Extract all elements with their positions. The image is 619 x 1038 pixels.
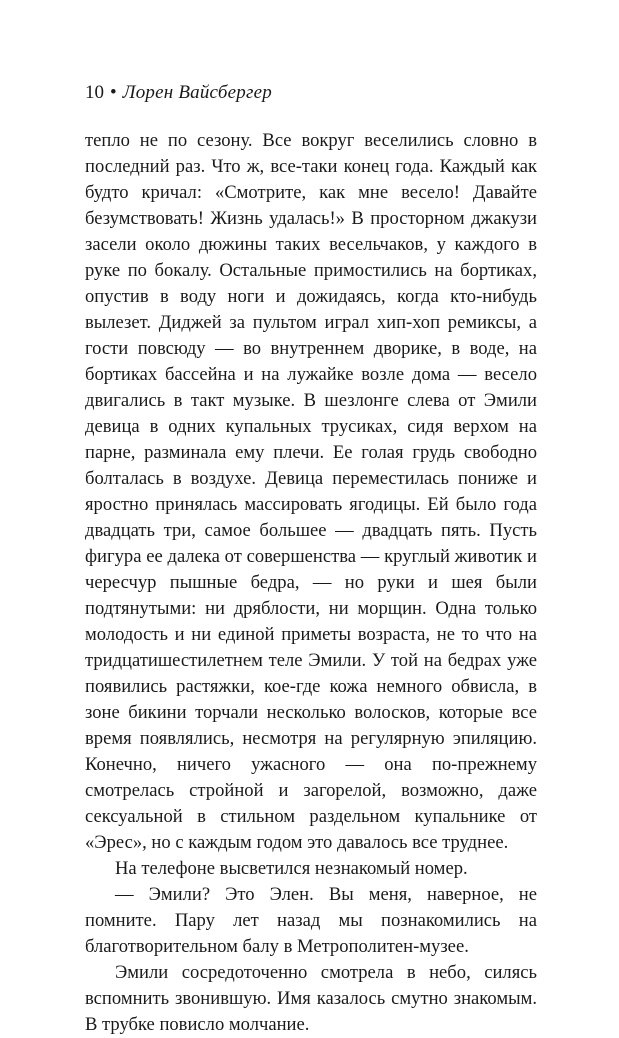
paragraph-1: тепло не по сезону. Все вокруг веселились словно в последний раз. Что ж, все-таки конец года. Каждый как будто кричал: «Смотрите, как мне весело! Давайте безумствовать! Жизнь удалась!» В просторном джакузи засели около дюжины таких весельчаков, у каждого в руке по бокалу. Остальные примостились на бортиках, опустив в воду ноги и дожидаясь, когда кто-нибудь вылезет. Диджей за пультом играл хип-хоп ремиксы, а гости повсюду — во внутреннем дворике, в воде, на бортиках бассейна и на лужайке возле дома — весело двигались в такт музыке. В шезлонге слева от Эмили девица в одних купальных трусиках, сидя верхом на парне, разминала ему плечи. Ее голая грудь свободно болталась в воздухе. Девица переместилась пониже и яростно принялась массировать ягодицы. Ей было года двадцать три, самое большее — двадцать пять. Пусть фигура ее далека от совершенства — круглый животик и чересчур пышные бедра, — но руки и шея были подтянутыми: ни дряблости, ни морщин. Одна только молодость и ни единой приметы возраста, не то что на тридцатишестилетнем теле Эмили. У той на бедрах уже появились растяжки, кое-где кожа немного обвисла, в зоне бикини торчали несколько волосков, которые все время появлялись, несмотря на регулярную эпиляцию. Конечно, ничего ужасного — она по-прежнему смотрелась стройной и загорелой, возможно, даже сексуальной в стильном раздельном купальнике от «Эрес», но с каждым годом это давалось все труднее. bbox=[85, 130, 537, 853]
header-separator: • bbox=[110, 82, 117, 103]
paragraph-2: На телефоне высветился незнакомый номер. bbox=[115, 858, 468, 879]
page-content bbox=[85, 82, 537, 1038]
author-name: Лорен Вайсбергер bbox=[122, 82, 272, 103]
body-text bbox=[85, 128, 537, 1038]
paragraph-3: — Эмили? Это Элен. Вы меня, наверное, не помните. Пару лет назад мы познакомились на благотворительном балу в Метрополитен-музее. bbox=[85, 884, 537, 957]
paragraph-4: Эмили сосредоточенно смотрела в небо, силясь вспомнить звонившую. Имя казалось смутно знакомым. В трубке повисло молчание. bbox=[85, 962, 537, 1035]
page-number: 10 bbox=[85, 82, 104, 103]
running-head bbox=[85, 82, 537, 104]
